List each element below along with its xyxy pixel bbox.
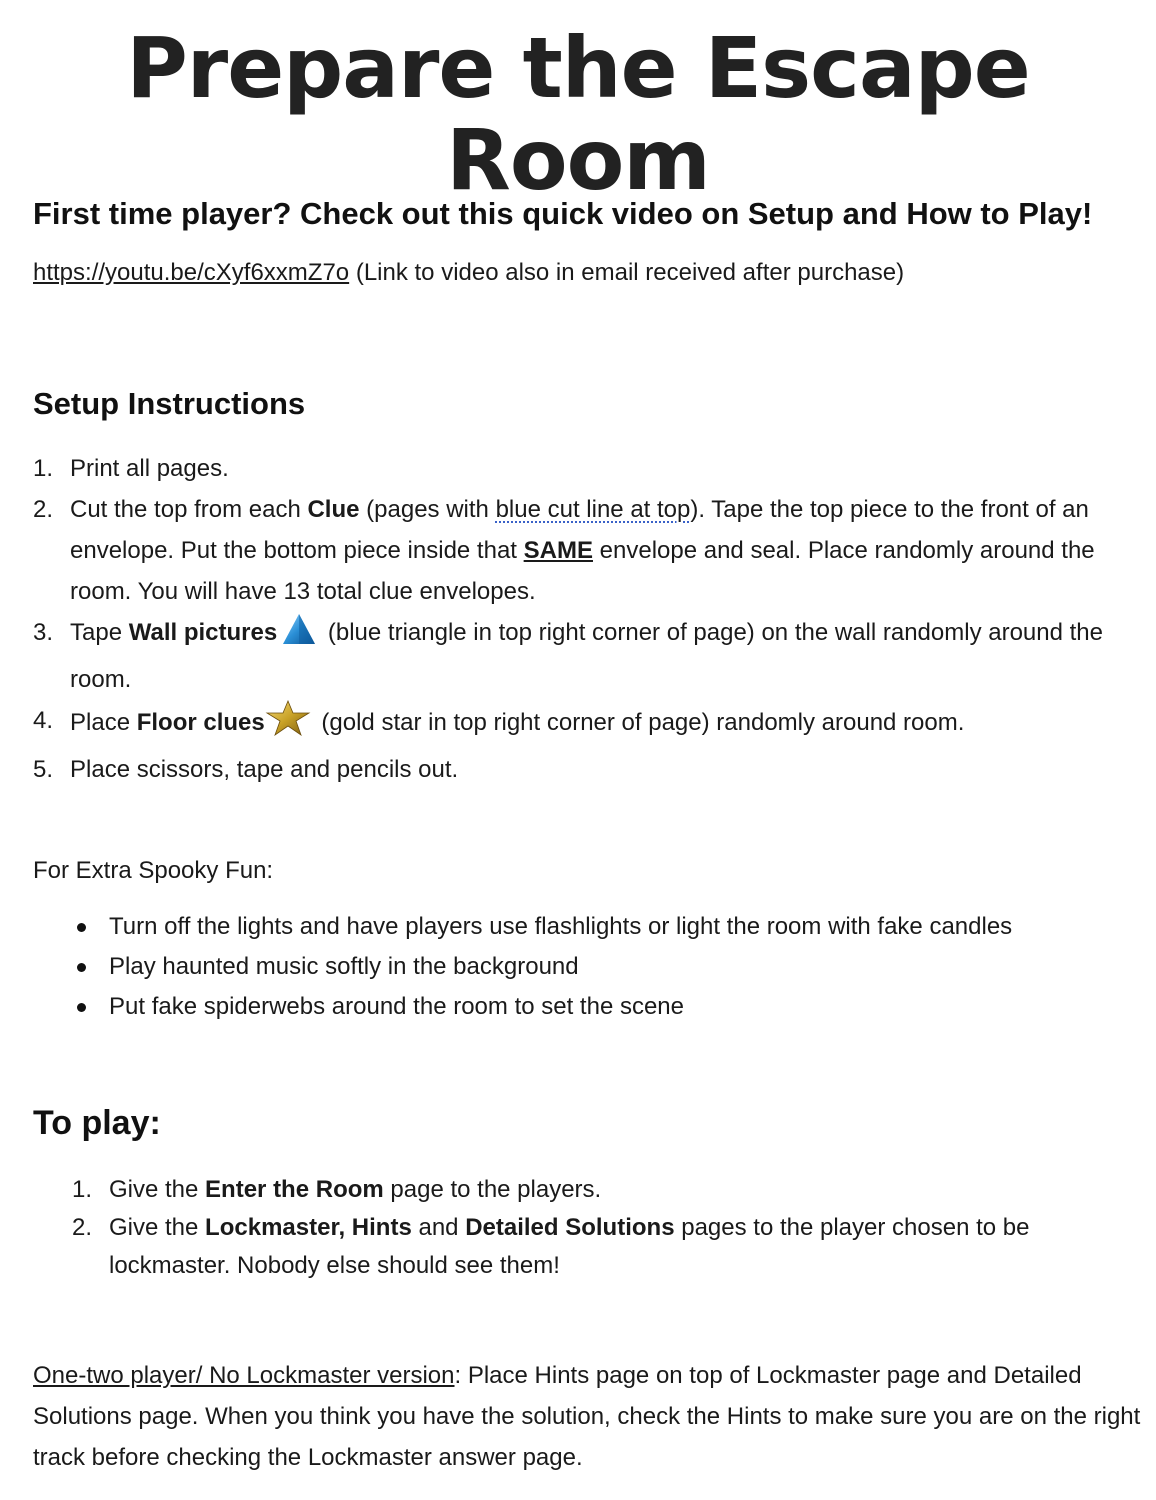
- floor-clues-term: Floor clues: [136, 709, 265, 736]
- play-list: [72, 1171, 1132, 1285]
- wall-pictures-term: Wall pictures: [128, 619, 278, 646]
- setup-heading: Setup Instructions: [33, 386, 306, 421]
- extra-label: For Extra Spooky Fun:: [33, 857, 274, 884]
- spellcheck-underlined-text: blue cut line at top: [495, 496, 691, 523]
- list-item: 3. Tape Wall pictures (blue triangle in top right corner of page) on the wall randomly around the room.: [33, 612, 1153, 700]
- bullet-icon: [77, 923, 86, 932]
- bullet-icon: [77, 1003, 86, 1012]
- list-item: Play haunted music softly in the background: [72, 947, 1012, 987]
- solo-paragraph: One-two player/ No Lockmaster version: Place Hints page on top of Lockmaster page and Detailed Solutions page. When you think you have the solution, check the Hints to make sure you are on the right track before checking the Lockmaster answer page.: [33, 1362, 1141, 1471]
- list-item: 2. Cut the top from each Clue (pages with blue cut line at top). Tape the top piece to the front of an envelope. Put the bottom piece inside that SAME envelope and seal. Place randomly around the room. You will have 13 total clue envelopes.: [33, 496, 1095, 605]
- gold-star-icon: [265, 700, 311, 749]
- solo-label: One-two player/ No Lockmaster version: [33, 1362, 455, 1389]
- list-item: 2. Give the Lockmaster, Hints and Detailed Solutions pages to the player chosen to be lockmaster. Nobody else should see them!: [72, 1214, 1030, 1279]
- clue-term: Clue: [307, 496, 360, 523]
- setup-list: [33, 448, 1153, 790]
- list-item: Put fake spiderwebs around the room to set the scene: [72, 987, 1012, 1027]
- video-link[interactable]: https://youtu.be/cXyf6xxmZ7o: [33, 259, 350, 286]
- same-emphasis: SAME: [523, 537, 593, 564]
- list-item: Turn off the lights and have players use flashlights or light the room with fake candles: [72, 907, 1012, 947]
- list-item: 1. Give the Enter the Room page to the players.: [72, 1176, 602, 1203]
- page-title: Prepare the Escape Room: [126, 19, 1030, 210]
- list-item: 1. Print all pages.: [33, 455, 229, 482]
- list-item: 4. Place Floor clues (gold star in top right corner of page) randomly around room.: [33, 700, 1153, 749]
- extra-list: [72, 907, 1012, 1027]
- bullet-icon: [77, 963, 86, 972]
- play-heading: To play:: [33, 1104, 161, 1142]
- video-heading: First time player? Check out this quick video on Setup and How to Play!: [33, 196, 1093, 231]
- list-item: 5. Place scissors, tape and pencils out.: [33, 756, 459, 783]
- blue-triangle-icon: [281, 612, 317, 659]
- video-note: (Link to video also in email received after purchase): [349, 259, 905, 286]
- video-line: [33, 252, 904, 293]
